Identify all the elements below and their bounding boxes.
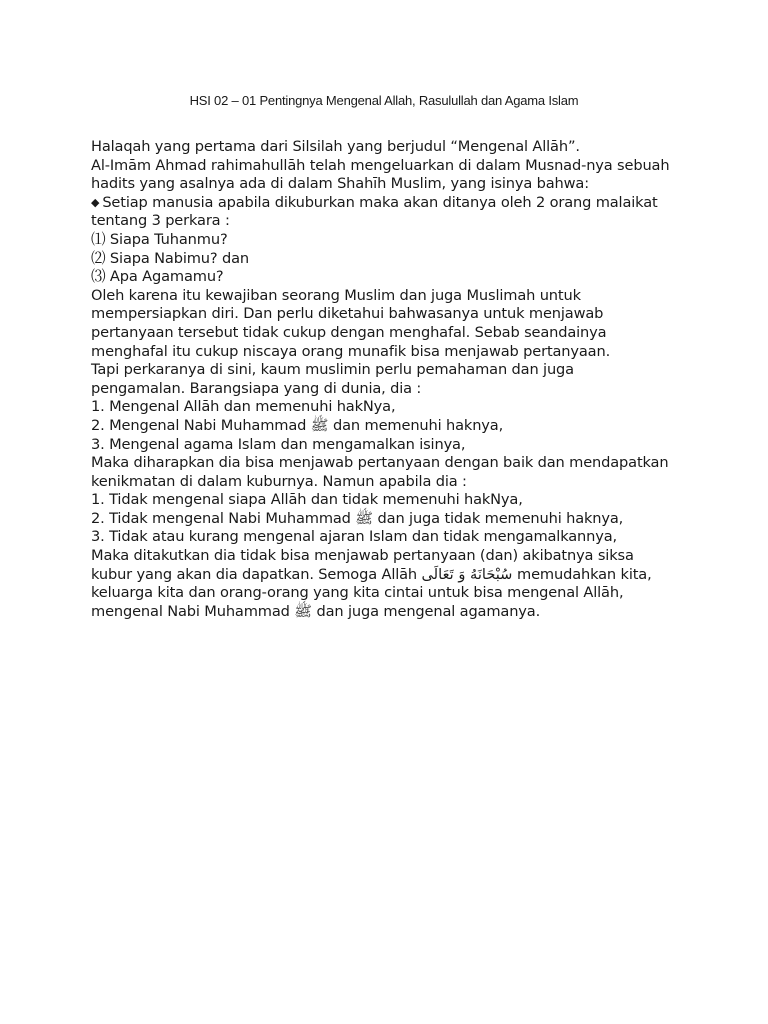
paragraph-line: Maka diharapkan dia bisa menjawab pertanyaan dengan baik dan mendapatkan <box>91 454 669 472</box>
paragraph-line: pertanyaan tersebut tidak cukup dengan menghafal. Sebab seandainya <box>91 323 607 341</box>
paragraph-line: hadits yang asalnya ada di dalam Shahīh Muslim, yang isinya bahwa: <box>91 175 589 193</box>
paragraph-line: menghafal itu cukup niscaya orang munafik bisa menjawab pertanyaan. <box>91 342 611 360</box>
paragraph-line: Maka ditakutkan dia tidak bisa menjawab pertanyaan (dan) akibatnya siksa <box>91 547 634 565</box>
paragraph-line: keluarga kita dan orang-orang yang kita cintai untuk bisa mengenal Allāh, <box>91 584 624 602</box>
bullet-text: Setiap manusia apabila dikuburkan maka akan ditanya oleh 2 orang malaikat <box>102 193 658 211</box>
list-item: 2. Mengenal Nabi Muhammad ﷺ dan memenuhi haknya, <box>91 416 504 434</box>
paragraph-line: Tapi perkaranya di sini, kaum muslimin perlu pemahaman dan juga <box>91 361 574 379</box>
document-title: HSI 02 – 01 Pentingnya Mengenal Allah, Rasulullah dan Agama Islam <box>189 93 579 108</box>
list-item: 1. Tidak mengenal siapa Allāh dan tidak memenuhi hakNya, <box>91 491 523 509</box>
paragraph-line: Al-Imām Ahmad rahimahullāh telah mengeluarkan di dalam Musnad-nya sebuah <box>91 156 670 174</box>
diamond-bullet-icon: ◆ <box>91 195 100 209</box>
list-item: 3. Tidak atau kurang mengenal ajaran Islam dan tidak mengamalkannya, <box>91 528 618 546</box>
paragraph-line: kubur yang akan dia dapatkan. Semoga Allāh سُبْحَانَهُ وَ تَعَالَى memudahkan kita, <box>91 565 652 583</box>
document-body <box>91 138 691 621</box>
paragraph-line: Oleh karena itu kewajiban seorang Muslim dan juga Muslimah untuk <box>91 286 581 304</box>
list-item: 2. Tidak mengenal Nabi Muhammad ﷺ dan juga tidak memenuhi haknya, <box>91 509 624 527</box>
question-item: ⑴ Siapa Tuhanmu? <box>91 230 228 248</box>
list-item: 1. Mengenal Allāh dan memenuhi hakNya, <box>91 398 396 416</box>
paragraph-line: pengamalan. Barangsiapa yang di dunia, dia : <box>91 379 422 397</box>
list-item: 3. Mengenal agama Islam dan mengamalkan isinya, <box>91 435 466 453</box>
question-item: ⑵ Siapa Nabimu? dan <box>91 249 249 267</box>
paragraph-line: tentang 3 perkara : <box>91 212 230 230</box>
paragraph-line: mengenal Nabi Muhammad ﷺ dan juga mengenal agamanya. <box>91 602 541 620</box>
paragraph-line: mempersiapkan diri. Dan perlu diketahui bahwasanya untuk menjawab <box>91 305 604 323</box>
paragraph-line: Halaqah yang pertama dari Silsilah yang berjudul “Mengenal Allāh”. <box>91 138 580 155</box>
question-item: ⑶ Apa Agamamu? <box>91 268 224 286</box>
bullet-line <box>91 194 691 213</box>
paragraph-line: kenikmatan di dalam kuburnya. Namun apabila dia : <box>91 472 467 490</box>
